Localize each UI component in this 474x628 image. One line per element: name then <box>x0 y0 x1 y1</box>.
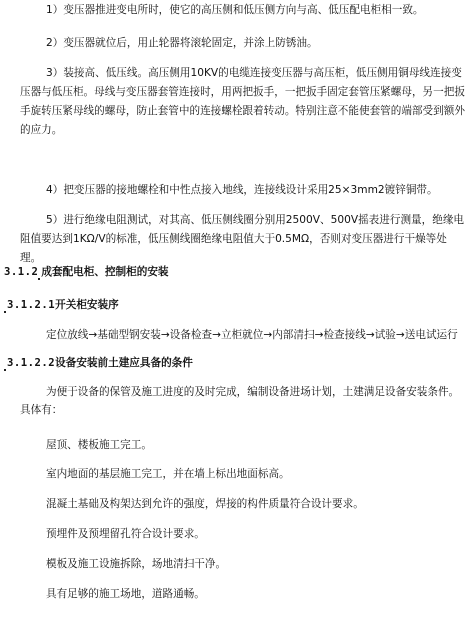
section-heading-3-1-2-1 <box>4 298 119 312</box>
anchor-marker-icon <box>38 278 40 280</box>
paragraph-transformer-orientation: 1）变压器推进变电所时，使它的高压侧和低压侧方向与高、低压配电柜相一致。 <box>46 4 424 16</box>
list-item: 模板及施工设施拆除，场地清扫干净。 <box>46 558 227 570</box>
list-item: 预埋件及预埋留孔符合设计要求。 <box>46 528 205 540</box>
paragraph-grounding: 4）把变压器的接地螺栓和中性点接入地线，连接线设计采用25×3mm2镀锌铜带。 <box>46 184 438 196</box>
section-title: 设备安装前土建应具备的条件 <box>55 357 193 369</box>
anchor-marker-icon <box>4 311 6 313</box>
list-item: 屋顶、楼板施工完工。 <box>46 439 152 451</box>
paragraph-insulation-test: 5）进行绝缘电阻测试，对其高、低压侧线圈分别用2500V、500V摇表进行测量，绝缘电阻值要达到1KΩ/V的标准，低压侧线圈绝缘电阻值大于0.5MΩ，否则对变压器进行干燥等处理。 <box>20 214 465 264</box>
section-number: 3.1.2 <box>4 266 39 278</box>
section-number: 3.1.2.2 <box>7 357 56 369</box>
section-heading-3-1-2-2 <box>4 356 193 370</box>
anchor-marker-icon <box>4 369 6 371</box>
paragraph-transformer-fixing: 2）变压器就位后，用止轮器将滚轮固定，并涂上防锈油。 <box>46 37 318 49</box>
section-number: 3.1.2.1 <box>7 299 56 311</box>
paragraph-conditions-intro: 为便于设备的保管及施工进度的及时完成，编制设备进场计划，土建满足设备安装条件。具体有： <box>20 386 460 416</box>
paragraph-installation-sequence: 定位放线→基础型钢安装→设备检查→立柜就位→内部清扫→检查接线→试验→送电试运行 <box>46 329 458 341</box>
section-title: 成套配电柜、控制柜的安装 <box>41 266 169 278</box>
list-item: 混凝土基础及构架达到允许的强度，焊接的构件质量符合设计要求。 <box>46 498 364 510</box>
list-item: 室内地面的基层施工完工，并在墙上标出地面标高。 <box>46 468 290 480</box>
section-title: 开关柜安装序 <box>55 299 119 311</box>
list-item: 具有足够的施工场地，道路通畅。 <box>46 588 205 600</box>
section-heading-3-1-2 <box>4 265 169 279</box>
paragraph-wiring: 3）装接高、低压线。高压侧用10KV的电缆连接变压器与高压柜，低压侧用铜母线连接变压器与低压柜。母线与变压器套管连接时，用两把扳手，一把扳手固定套管压紧螺母，另一把扳手旋转压紧母线的螺母，防止套管中的连接螺栓跟着转动。特别注意不能使套管的端部受到额外的应力。 <box>20 67 465 136</box>
